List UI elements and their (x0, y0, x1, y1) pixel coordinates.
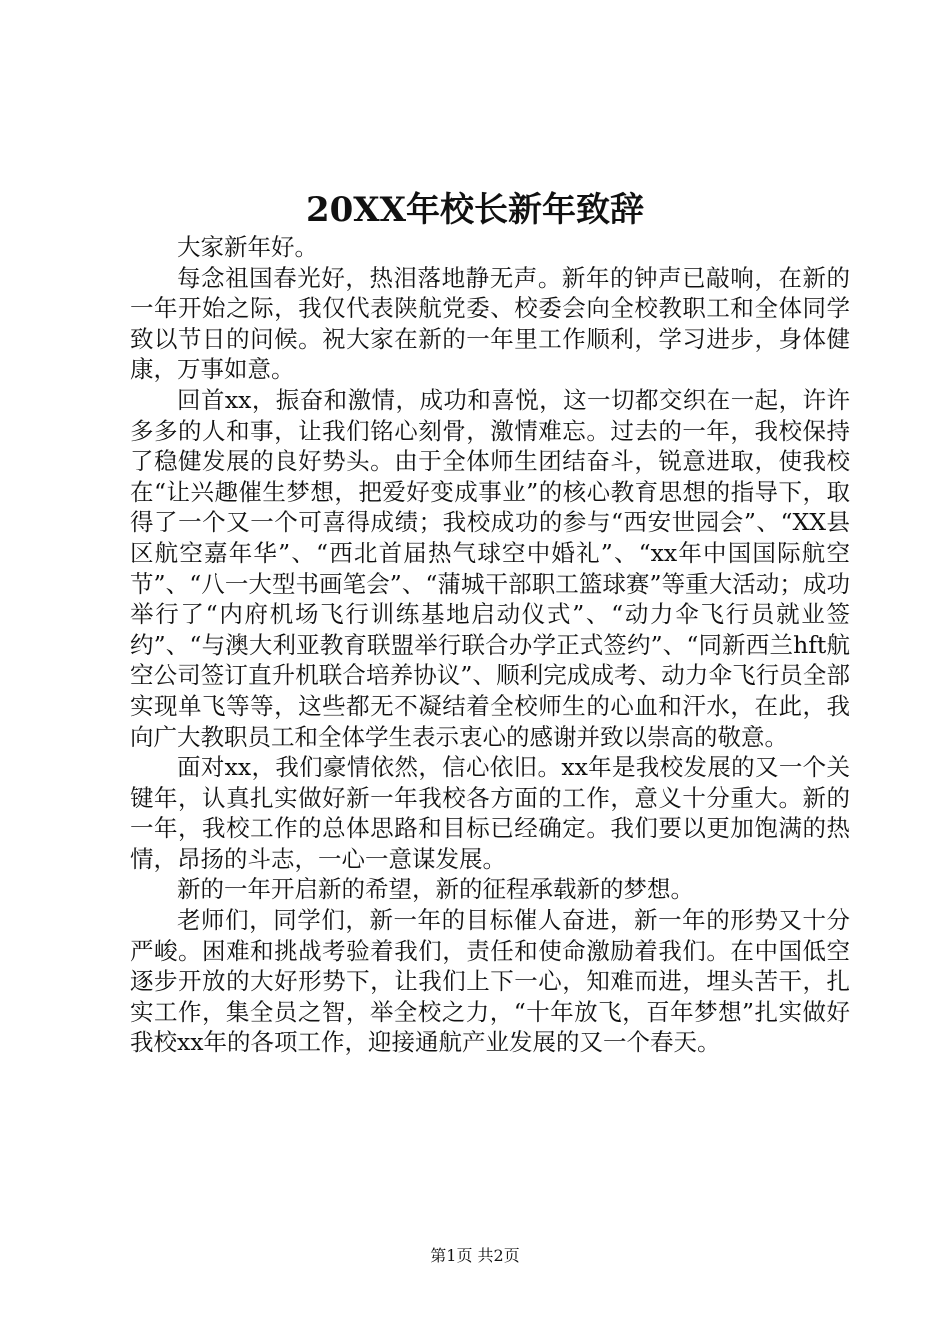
paragraph-new-hope: 新的一年开启新的希望，新的征程承载新的梦想。 (177, 875, 694, 904)
page-number: 第1页 共2页 (430, 1246, 520, 1265)
paragraph-outlook: 面对xx，我们豪情依然，信心依旧。xx年是我校发展的又一个关键年，认真扎实做好新一年我校各方面的工作，意义十分重大。新的一年，我校工作的总体思路和目标已经确定。我们要以更加饱满的热情，昂扬的斗志，一心一意谋发展。 (130, 753, 850, 873)
paragraph-greeting: 大家新年好。 (177, 233, 318, 261)
paragraph-review: 回首xx，振奋和激情，成功和喜悦，这一切都交织在一起，许许多多的人和事，让我们铭心刻骨，激情难忘。过去的一年，我校保持了稳健发展的良好势头。由于全体师生团结奋斗，锐意进取，使我校在“让兴趣催生梦想，把爱好变成事业”的核心教育思想的指导下，取得了一个又一个可喜得成绩；我校成功的参与“西安世园会”、“XX县区航空嘉年华”、“西北首届热气球空中婚礼”、“xx年中国国际航空节”、“八一大型书画笔会”、“蒲城干部职工篮球赛”等重大活动；成功举行了“内府机场飞行训练基地启动仪式”、“动力伞飞行员就业签约”、“与澳大利亚教育联盟举行联合办学正式签约”、“同新西兰hft航空公司签订直升机联合培养协议”、顺利完成成考、动力伞飞行员全部实现单飞等等，这些都无不凝结着全校师生的心血和汗水，在此，我向广大教职员工和全体学生表示衷心的感谢并致以崇高的敬意。 (130, 385, 850, 751)
document-body (130, 232, 850, 1058)
document-title: 20XX年校长新年致辞 (305, 190, 645, 230)
paragraph-closing: 老师们，同学们，新一年的目标催人奋进，新一年的形势又十分严峻。困难和挑战考验着我们，责任和使命激励着我们。在中国低空逐步开放的大好形势下，让我们上下一心，知难而进，埋头苦干，扎实工作，集全员之智，举全校之力，“十年放飞，百年梦想”扎实做好我校xx年的各项工作，迎接通航产业发展的又一个春天。 (130, 906, 850, 1057)
paragraph-new-year-wishes: 每念祖国春光好，热泪落地静无声。新年的钟声已敲响，在新的一年开始之际，我仅代表陕航党委、校委会向全校教职工和全体同学致以节日的问候。祝大家在新的一年里工作顺利，学习进步，身体健康，万事如意。 (130, 263, 850, 384)
